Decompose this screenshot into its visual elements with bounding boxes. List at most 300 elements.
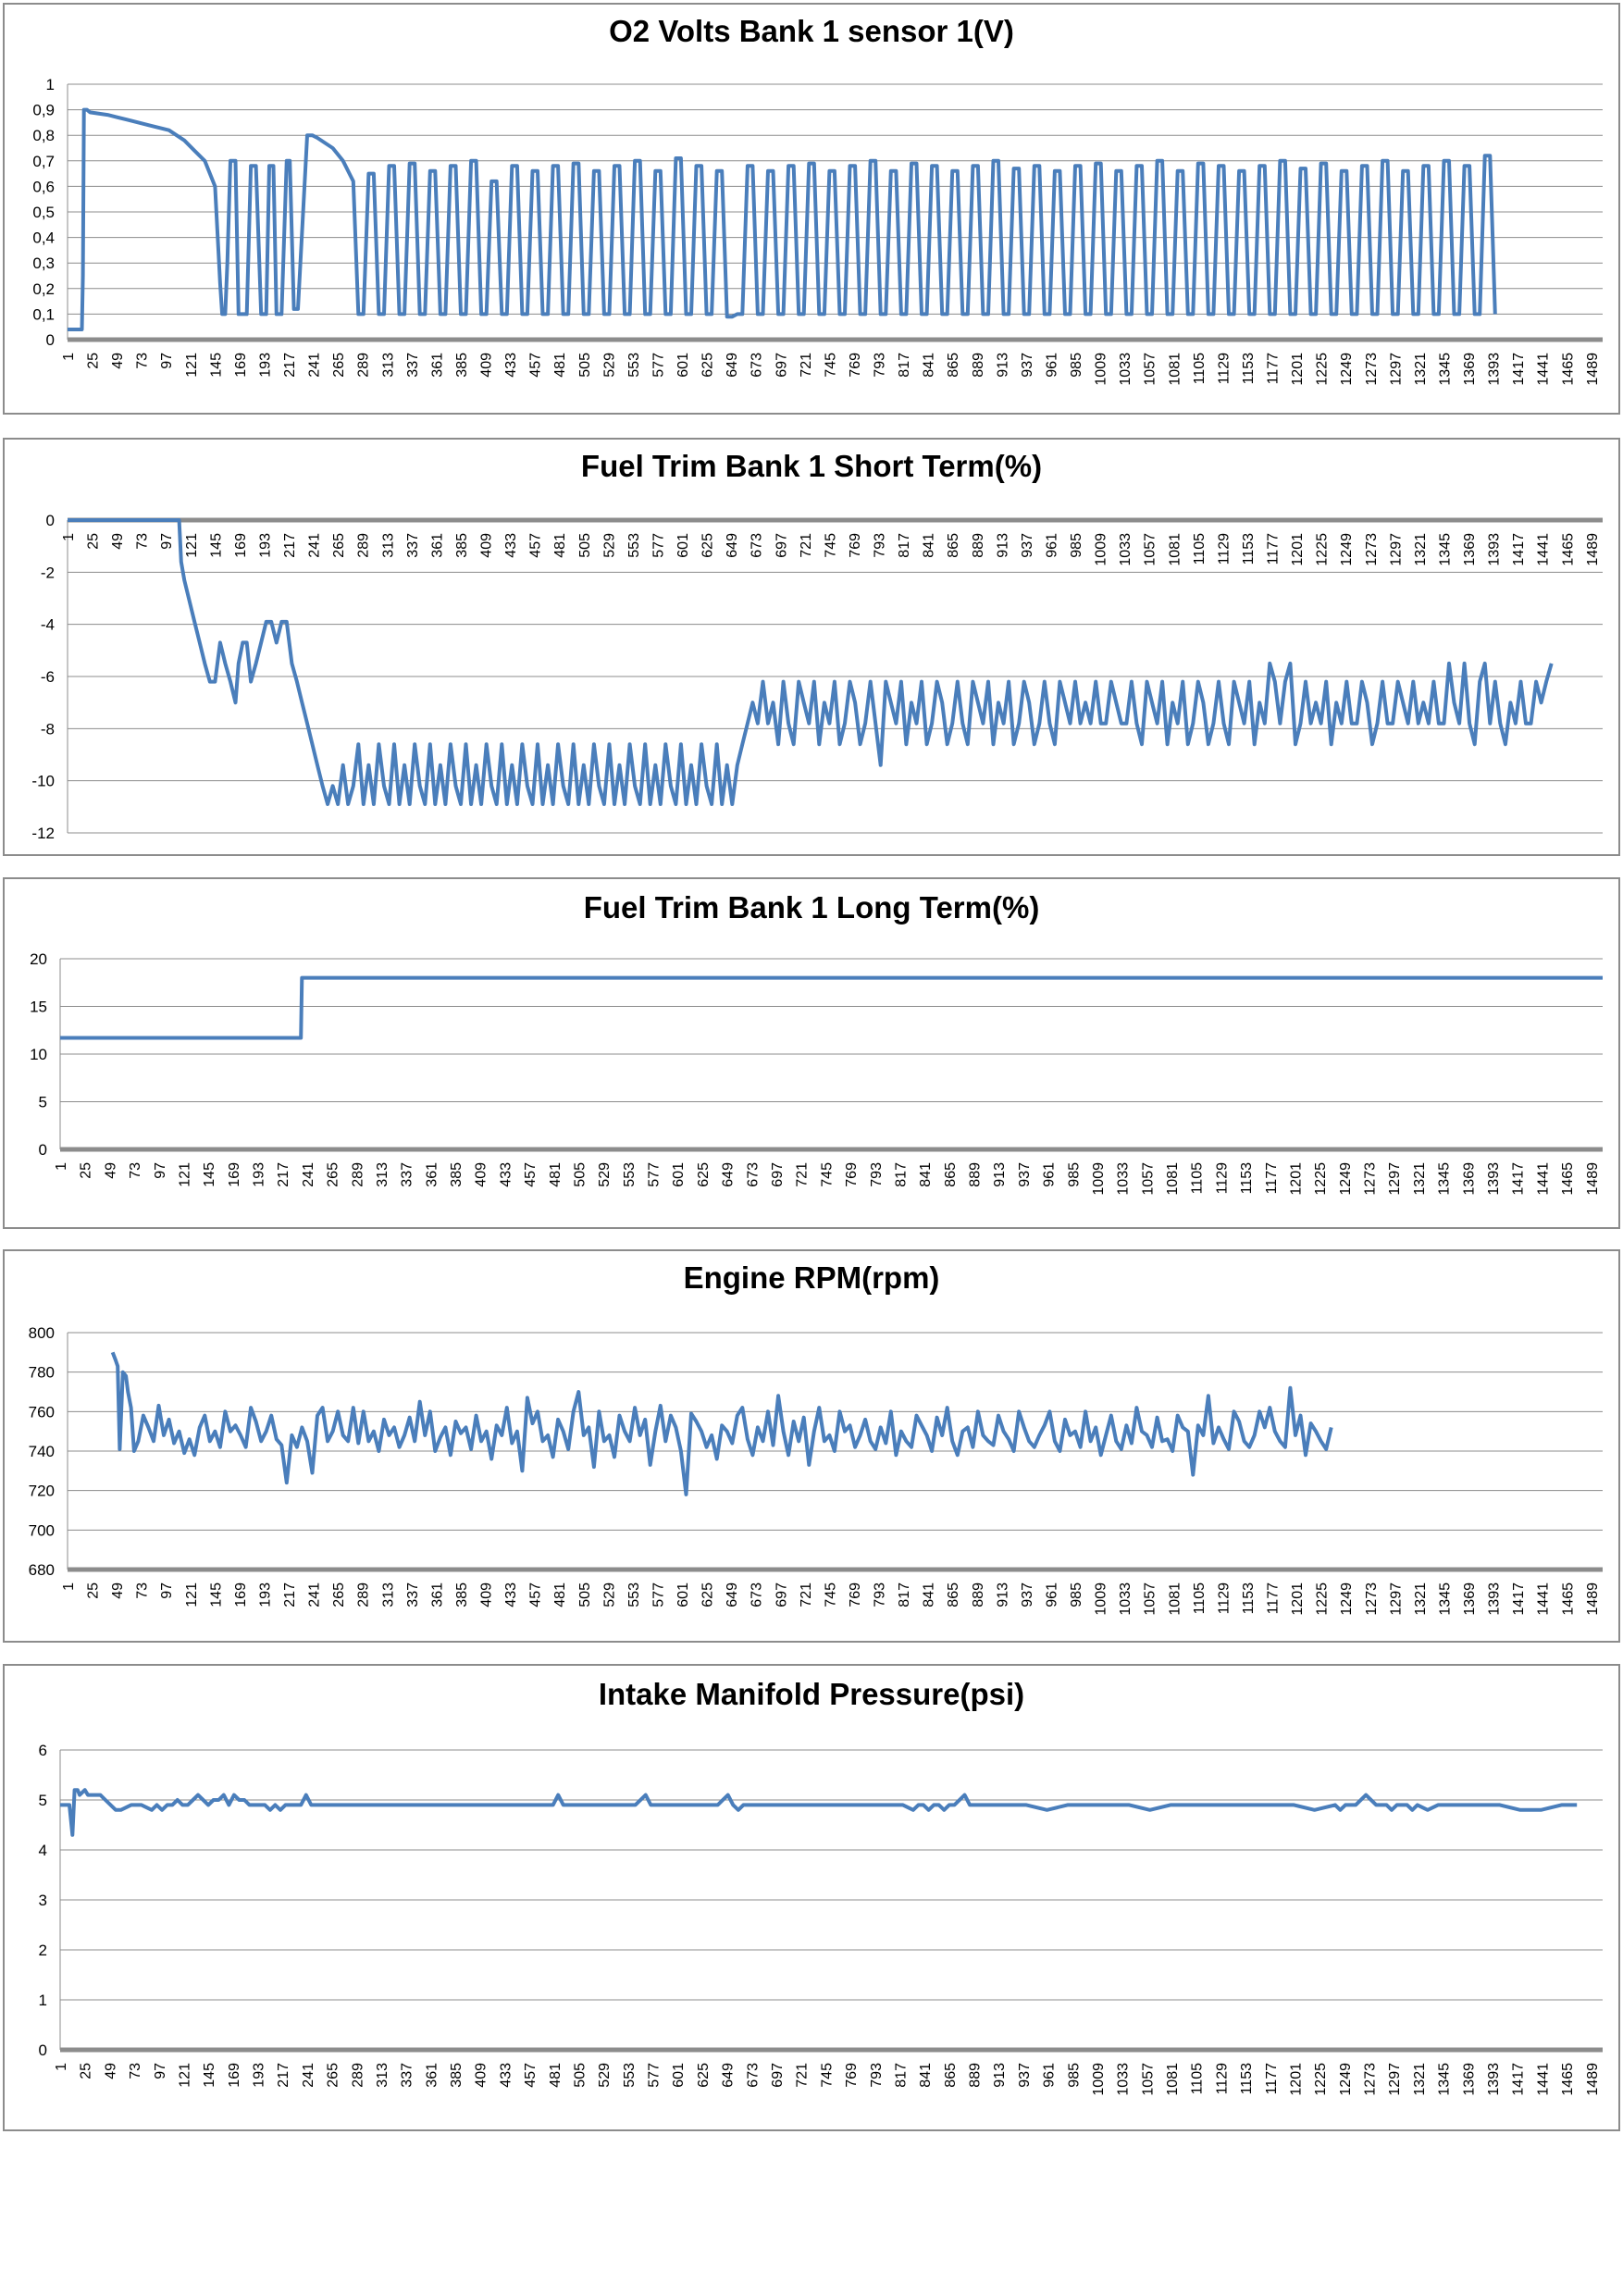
- x-tick-label: 841: [918, 1162, 935, 1187]
- x-tick-label: 1441: [1535, 353, 1552, 386]
- x-tick-label: 673: [749, 1582, 765, 1607]
- x-tick-label: 193: [257, 1582, 274, 1607]
- x-tick-label: 1273: [1363, 1582, 1380, 1616]
- x-tick-label: 1009: [1090, 1162, 1107, 1196]
- y-tick-label: 0,8: [32, 127, 55, 145]
- x-tick-label: 1321: [1411, 1162, 1428, 1196]
- x-tick-label: 1009: [1093, 353, 1109, 386]
- y-tick-label: 15: [30, 998, 47, 1016]
- x-tick-label: 577: [646, 1162, 663, 1187]
- x-tick-label: 265: [325, 2063, 341, 2088]
- y-tick-label: 20: [30, 950, 47, 968]
- x-tick-label: 193: [251, 1162, 267, 1187]
- x-tick-label: 337: [399, 2063, 415, 2088]
- x-tick-label: 769: [847, 1582, 863, 1607]
- x-tick-label: 193: [257, 533, 274, 558]
- x-tick-label: 1321: [1412, 533, 1429, 566]
- x-tick-label: 673: [749, 533, 765, 558]
- x-tick-label: 553: [626, 353, 642, 378]
- x-tick-label: 385: [453, 1582, 470, 1607]
- y-tick-label: 0: [38, 1141, 47, 1159]
- x-tick-label: 529: [601, 353, 618, 378]
- x-tick-label: 1441: [1535, 1582, 1552, 1616]
- x-tick-label: 1057: [1142, 353, 1158, 386]
- x-tick-label: 241: [306, 353, 323, 378]
- x-tick-label: 625: [700, 533, 716, 558]
- y-tick-label: 5: [38, 1093, 47, 1111]
- y-tick-label: 0,3: [32, 254, 55, 273]
- x-tick-label: 553: [621, 2063, 638, 2088]
- x-tick-label: 1177: [1263, 1162, 1280, 1195]
- x-tick-label: 289: [350, 1162, 366, 1187]
- x-tick-label: 1249: [1339, 353, 1356, 386]
- x-tick-label: 817: [897, 353, 913, 378]
- x-tick-label: 673: [745, 1162, 762, 1187]
- x-tick-label: 601: [671, 1162, 688, 1187]
- x-tick-label: 745: [819, 1162, 836, 1187]
- long-term-fuel-trim-chart: [3, 877, 1620, 1229]
- x-tick-label: 1225: [1314, 353, 1331, 386]
- x-tick-label: 937: [1019, 1582, 1035, 1607]
- x-tick-label: 1177: [1265, 353, 1282, 385]
- x-tick-label: 913: [992, 1162, 1009, 1187]
- x-tick-label: 1465: [1560, 2063, 1577, 2096]
- x-tick-label: 577: [650, 533, 667, 558]
- y-tick-label: -10: [31, 772, 55, 790]
- x-tick-label: 385: [449, 2063, 465, 2088]
- x-tick-label: 1273: [1362, 1162, 1379, 1196]
- x-tick-label: 337: [404, 1582, 421, 1607]
- x-tick-label: 721: [798, 533, 814, 558]
- y-tick-label: 6: [38, 1742, 47, 1759]
- x-tick-label: 961: [1044, 353, 1060, 378]
- y-tick-label: 740: [28, 1443, 55, 1460]
- x-tick-label: 697: [774, 533, 790, 558]
- x-tick-label: 961: [1041, 1162, 1058, 1187]
- x-tick-label: 265: [331, 533, 348, 558]
- x-tick-label: 1153: [1240, 353, 1257, 385]
- x-tick-label: 1129: [1214, 1162, 1231, 1195]
- x-tick-label: 1129: [1214, 2063, 1231, 2095]
- x-tick-label: 841: [921, 533, 937, 558]
- x-tick-label: 25: [78, 1162, 94, 1179]
- x-tick-label: 1081: [1165, 1162, 1182, 1196]
- chart-title: O2 Volts Bank 1 sensor 1(V): [609, 14, 1014, 48]
- y-tick-label: 720: [28, 1482, 55, 1500]
- x-tick-label: 601: [671, 2063, 688, 2088]
- x-tick-label: 505: [572, 2063, 588, 2088]
- x-tick-label: 625: [695, 2063, 712, 2088]
- y-tick-label: 0: [38, 2042, 47, 2059]
- x-tick-label: 1177: [1263, 2063, 1280, 2095]
- y-tick-label: 0,4: [32, 229, 55, 247]
- x-tick-label: 241: [300, 1162, 316, 1187]
- x-tick-label: 337: [404, 353, 421, 378]
- x-tick-label: 25: [78, 2063, 94, 2079]
- x-tick-label: 265: [331, 1582, 348, 1607]
- y-tick-label: 800: [28, 1324, 55, 1342]
- x-tick-label: 361: [429, 533, 446, 558]
- x-tick-label: 865: [942, 2063, 959, 2088]
- x-tick-label: 1057: [1142, 533, 1158, 566]
- chart-title: Fuel Trim Bank 1 Short Term(%): [580, 449, 1043, 483]
- x-tick-label: 1129: [1216, 1582, 1233, 1615]
- x-tick-label: 409: [473, 1162, 489, 1187]
- x-tick-label: 841: [921, 353, 937, 378]
- x-tick-label: 1417: [1510, 2063, 1527, 2096]
- x-tick-label: 481: [552, 353, 569, 378]
- x-tick-label: 97: [159, 353, 176, 369]
- y-tick-label: 0: [45, 331, 55, 349]
- x-tick-label: 1441: [1535, 1162, 1552, 1196]
- y-tick-label: 2: [38, 1942, 47, 1959]
- engine-rpm-chart: [3, 1249, 1620, 1643]
- x-tick-label: 433: [503, 1582, 520, 1607]
- x-tick-label: 457: [527, 353, 544, 378]
- x-tick-label: 673: [745, 2063, 762, 2088]
- x-tick-label: 937: [1019, 533, 1035, 558]
- x-tick-label: 169: [226, 2063, 242, 2088]
- x-tick-label: 1393: [1486, 1582, 1503, 1616]
- x-tick-label: 145: [208, 1582, 225, 1607]
- x-tick-label: 361: [424, 2063, 440, 2088]
- x-tick-label: 985: [1066, 2063, 1083, 2088]
- x-tick-label: 361: [424, 1162, 440, 1187]
- x-tick-label: 97: [152, 2063, 168, 2079]
- x-tick-label: 889: [970, 533, 986, 558]
- x-tick-label: 1369: [1461, 1162, 1478, 1196]
- chart-svg: [5, 1666, 1618, 2129]
- x-tick-label: 1: [61, 533, 77, 541]
- x-tick-label: 1345: [1437, 353, 1454, 386]
- x-tick-label: 505: [576, 533, 593, 558]
- x-tick-label: 1345: [1436, 1162, 1453, 1196]
- x-tick-label: 1489: [1584, 1162, 1601, 1196]
- x-tick-label: 817: [897, 1582, 913, 1607]
- x-tick-label: 313: [374, 2063, 390, 2088]
- x-tick-label: 265: [331, 353, 348, 378]
- x-tick-label: 769: [844, 1162, 861, 1187]
- x-tick-label: 697: [774, 1582, 790, 1607]
- x-tick-label: 745: [819, 2063, 836, 2088]
- x-tick-label: 313: [380, 1582, 397, 1607]
- x-tick-label: 505: [576, 353, 593, 378]
- x-tick-label: 1105: [1189, 2063, 1206, 2095]
- y-tick-label: 0,7: [32, 152, 55, 170]
- x-tick-label: 697: [774, 353, 790, 378]
- x-tick-label: 289: [355, 1582, 372, 1607]
- x-tick-label: 1081: [1167, 533, 1183, 566]
- x-tick-label: 481: [547, 1162, 564, 1187]
- x-tick-label: 49: [103, 2063, 119, 2079]
- x-tick-label: 1369: [1462, 353, 1479, 386]
- x-tick-label: 73: [128, 2063, 144, 2079]
- chart-title: Engine RPM(rpm): [683, 1260, 940, 1295]
- o2-volts-chart: [3, 3, 1620, 415]
- y-tick-label: 1: [38, 1992, 47, 2009]
- x-tick-label: 1033: [1118, 1582, 1134, 1616]
- x-tick-label: 1177: [1265, 533, 1282, 565]
- x-tick-label: 433: [498, 1162, 514, 1187]
- x-tick-label: 889: [967, 1162, 984, 1187]
- x-tick-label: 49: [110, 1582, 127, 1599]
- y-tick-label: 700: [28, 1521, 55, 1540]
- y-tick-label: -12: [31, 825, 55, 842]
- x-tick-label: 769: [847, 533, 863, 558]
- x-tick-label: 1297: [1388, 353, 1405, 386]
- x-tick-label: 1393: [1486, 2063, 1503, 2096]
- chart-svg: [5, 879, 1618, 1227]
- x-tick-label: 1297: [1387, 1162, 1404, 1196]
- y-tick-label: 760: [28, 1403, 55, 1421]
- x-tick-label: 1249: [1337, 1162, 1354, 1196]
- x-tick-label: 457: [527, 1582, 544, 1607]
- x-tick-label: 1105: [1191, 1582, 1208, 1615]
- x-tick-label: 145: [202, 1162, 218, 1187]
- x-tick-label: 193: [257, 353, 274, 378]
- x-tick-label: 865: [946, 533, 962, 558]
- y-tick-label: 0,6: [32, 178, 55, 196]
- x-tick-label: 721: [794, 1162, 811, 1187]
- x-tick-label: 769: [847, 353, 863, 378]
- y-tick-label: -2: [40, 564, 55, 582]
- x-tick-label: 409: [478, 353, 495, 378]
- x-tick-label: 73: [128, 1162, 144, 1179]
- short-term-fuel-trim-chart: [3, 438, 1620, 856]
- x-tick-label: 913: [995, 1582, 1011, 1607]
- x-tick-label: 241: [306, 1582, 323, 1607]
- chart-svg: [5, 440, 1618, 854]
- x-tick-label: 841: [921, 1582, 937, 1607]
- x-tick-label: 649: [725, 353, 741, 378]
- x-tick-label: 1225: [1313, 1162, 1330, 1196]
- x-tick-label: 625: [700, 1582, 716, 1607]
- x-tick-label: 1: [54, 2063, 69, 2071]
- x-tick-label: 1489: [1584, 533, 1601, 566]
- x-tick-label: 121: [177, 1162, 193, 1187]
- x-tick-label: 1465: [1560, 1582, 1577, 1616]
- x-tick-label: 817: [893, 2063, 910, 2088]
- x-tick-label: 1129: [1216, 533, 1233, 565]
- x-tick-label: 745: [823, 533, 839, 558]
- x-tick-label: 1273: [1363, 533, 1380, 566]
- x-tick-label: 1153: [1240, 533, 1257, 565]
- x-tick-label: 1393: [1486, 1162, 1503, 1196]
- x-tick-label: 1273: [1363, 353, 1380, 386]
- x-tick-label: 745: [823, 1582, 839, 1607]
- x-tick-label: 1: [54, 1162, 69, 1171]
- y-tick-label: 3: [38, 1892, 47, 1909]
- x-tick-label: 97: [159, 1582, 176, 1599]
- x-tick-label: 49: [110, 353, 127, 369]
- x-tick-label: 1345: [1437, 1582, 1454, 1616]
- x-tick-label: 1009: [1093, 533, 1109, 566]
- y-tick-label: 780: [28, 1363, 55, 1382]
- x-tick-label: 889: [970, 1582, 986, 1607]
- x-tick-label: 1105: [1189, 1162, 1206, 1195]
- x-tick-label: 1321: [1412, 1582, 1429, 1616]
- x-tick-label: 961: [1044, 1582, 1060, 1607]
- x-tick-label: 577: [650, 1582, 667, 1607]
- x-tick-label: 289: [355, 353, 372, 378]
- x-tick-label: 601: [675, 1582, 692, 1607]
- x-tick-label: 217: [282, 353, 299, 378]
- x-tick-label: 577: [646, 2063, 663, 2088]
- x-tick-label: 889: [967, 2063, 984, 2088]
- x-tick-label: 433: [503, 533, 520, 558]
- x-tick-label: 1321: [1412, 353, 1429, 386]
- x-tick-label: 1297: [1388, 1582, 1405, 1616]
- x-tick-label: 1441: [1535, 533, 1552, 566]
- x-tick-label: 817: [893, 1162, 910, 1187]
- x-tick-label: 1369: [1462, 1582, 1479, 1616]
- x-tick-label: 937: [1016, 1162, 1033, 1187]
- x-tick-label: 217: [276, 2063, 292, 2088]
- x-tick-label: 457: [523, 2063, 539, 2088]
- x-tick-label: 121: [183, 353, 200, 378]
- chart-title: Intake Manifold Pressure(psi): [598, 1677, 1025, 1711]
- x-tick-label: 865: [946, 353, 962, 378]
- x-tick-label: 1297: [1388, 533, 1405, 566]
- x-tick-label: 1249: [1339, 533, 1356, 566]
- x-tick-label: 793: [872, 353, 888, 378]
- x-tick-label: 1201: [1290, 533, 1307, 566]
- x-tick-label: 433: [503, 353, 520, 378]
- x-tick-label: 1489: [1584, 1582, 1601, 1616]
- x-tick-label: 25: [85, 1582, 102, 1599]
- x-tick-label: 1033: [1118, 533, 1134, 566]
- x-tick-label: 1057: [1142, 1582, 1158, 1616]
- intake-manifold-pressure-chart: [3, 1664, 1620, 2131]
- x-tick-label: 985: [1066, 1162, 1083, 1187]
- x-tick-label: 649: [725, 533, 741, 558]
- x-tick-label: 1057: [1140, 2063, 1157, 2096]
- x-tick-label: 49: [110, 533, 127, 550]
- x-tick-label: 1153: [1240, 1582, 1257, 1615]
- x-tick-label: 265: [325, 1162, 341, 1187]
- x-tick-label: 721: [798, 1582, 814, 1607]
- x-tick-label: 793: [872, 533, 888, 558]
- x-tick-label: 457: [523, 1162, 539, 1187]
- x-tick-label: 721: [798, 353, 814, 378]
- x-tick-label: 169: [232, 353, 249, 378]
- x-tick-label: 313: [380, 353, 397, 378]
- x-tick-label: 841: [918, 2063, 935, 2088]
- x-tick-label: 1273: [1362, 2063, 1379, 2096]
- series-line: [60, 1790, 1577, 1835]
- x-tick-label: 1201: [1288, 2063, 1305, 2096]
- x-tick-label: 1465: [1560, 533, 1577, 566]
- x-tick-label: 337: [404, 533, 421, 558]
- y-tick-label: 1: [45, 76, 55, 93]
- x-tick-label: 409: [478, 1582, 495, 1607]
- x-tick-label: 1321: [1411, 2063, 1428, 2096]
- x-tick-label: 577: [650, 353, 667, 378]
- y-tick-label: -8: [40, 720, 55, 738]
- x-tick-label: 25: [85, 353, 102, 369]
- x-tick-label: 169: [232, 533, 249, 558]
- chart-svg: [5, 5, 1618, 413]
- x-tick-label: 649: [725, 1582, 741, 1607]
- x-tick-label: 1225: [1314, 533, 1331, 566]
- x-tick-label: 553: [621, 1162, 638, 1187]
- x-tick-label: 1057: [1140, 1162, 1157, 1196]
- x-tick-label: 193: [251, 2063, 267, 2088]
- x-tick-label: 1: [61, 1582, 77, 1591]
- x-tick-label: 1033: [1118, 353, 1134, 386]
- x-tick-label: 793: [868, 1162, 885, 1187]
- x-tick-label: 361: [429, 1582, 446, 1607]
- x-tick-label: 1153: [1239, 1162, 1256, 1195]
- x-tick-label: 601: [675, 533, 692, 558]
- x-tick-label: 1009: [1093, 1582, 1109, 1616]
- x-tick-label: 1417: [1510, 1162, 1527, 1196]
- y-tick-label: 0,9: [32, 101, 55, 119]
- x-tick-label: 649: [720, 2063, 737, 2088]
- x-tick-label: 793: [872, 1582, 888, 1607]
- x-tick-label: 529: [597, 1162, 613, 1187]
- x-tick-label: 1129: [1216, 353, 1233, 385]
- x-tick-label: 1417: [1511, 353, 1528, 386]
- x-tick-label: 241: [306, 533, 323, 558]
- x-tick-label: 1417: [1511, 533, 1528, 566]
- x-tick-label: 649: [720, 1162, 737, 1187]
- y-tick-label: 0,2: [32, 279, 55, 298]
- x-tick-label: 433: [498, 2063, 514, 2088]
- x-tick-label: 913: [995, 353, 1011, 378]
- x-tick-label: 1009: [1090, 2063, 1107, 2096]
- x-tick-label: 697: [770, 1162, 787, 1187]
- x-tick-label: 505: [572, 1162, 588, 1187]
- x-tick-label: 313: [380, 533, 397, 558]
- x-tick-label: 385: [453, 352, 470, 378]
- x-tick-label: 1081: [1167, 353, 1183, 386]
- x-tick-label: 985: [1069, 353, 1085, 378]
- x-tick-label: 457: [527, 533, 544, 558]
- x-tick-label: 481: [547, 2063, 564, 2088]
- x-tick-label: 1225: [1313, 2063, 1330, 2096]
- x-tick-label: 1249: [1337, 2063, 1354, 2096]
- x-tick-label: 361: [429, 353, 446, 378]
- x-tick-label: 145: [208, 533, 225, 558]
- x-tick-label: 937: [1016, 2063, 1033, 2088]
- series-line: [60, 978, 1603, 1038]
- x-tick-label: 73: [134, 533, 151, 550]
- x-tick-label: 1345: [1436, 2063, 1453, 2096]
- x-tick-label: 1417: [1511, 1582, 1528, 1616]
- x-tick-label: 1441: [1535, 2063, 1552, 2096]
- x-tick-label: 481: [552, 533, 569, 558]
- x-tick-label: 1153: [1239, 2063, 1256, 2095]
- x-tick-label: 169: [232, 1582, 249, 1607]
- x-tick-label: 865: [946, 1582, 962, 1607]
- y-tick-label: 4: [38, 1842, 47, 1859]
- x-tick-label: 913: [995, 533, 1011, 558]
- x-tick-label: 1393: [1486, 533, 1503, 566]
- x-tick-label: 1249: [1339, 1582, 1356, 1616]
- x-tick-label: 985: [1069, 1582, 1085, 1607]
- chart-title: Fuel Trim Bank 1 Long Term(%): [583, 890, 1040, 925]
- x-tick-label: 1393: [1486, 353, 1503, 386]
- x-tick-label: 145: [208, 353, 225, 378]
- y-tick-label: 680: [28, 1561, 55, 1579]
- x-tick-label: 721: [794, 2063, 811, 2088]
- x-tick-label: 409: [478, 533, 495, 558]
- y-tick-label: 5: [38, 1792, 47, 1809]
- x-tick-label: 97: [159, 533, 176, 550]
- x-tick-label: 289: [355, 533, 372, 558]
- x-tick-label: 1225: [1314, 1582, 1331, 1616]
